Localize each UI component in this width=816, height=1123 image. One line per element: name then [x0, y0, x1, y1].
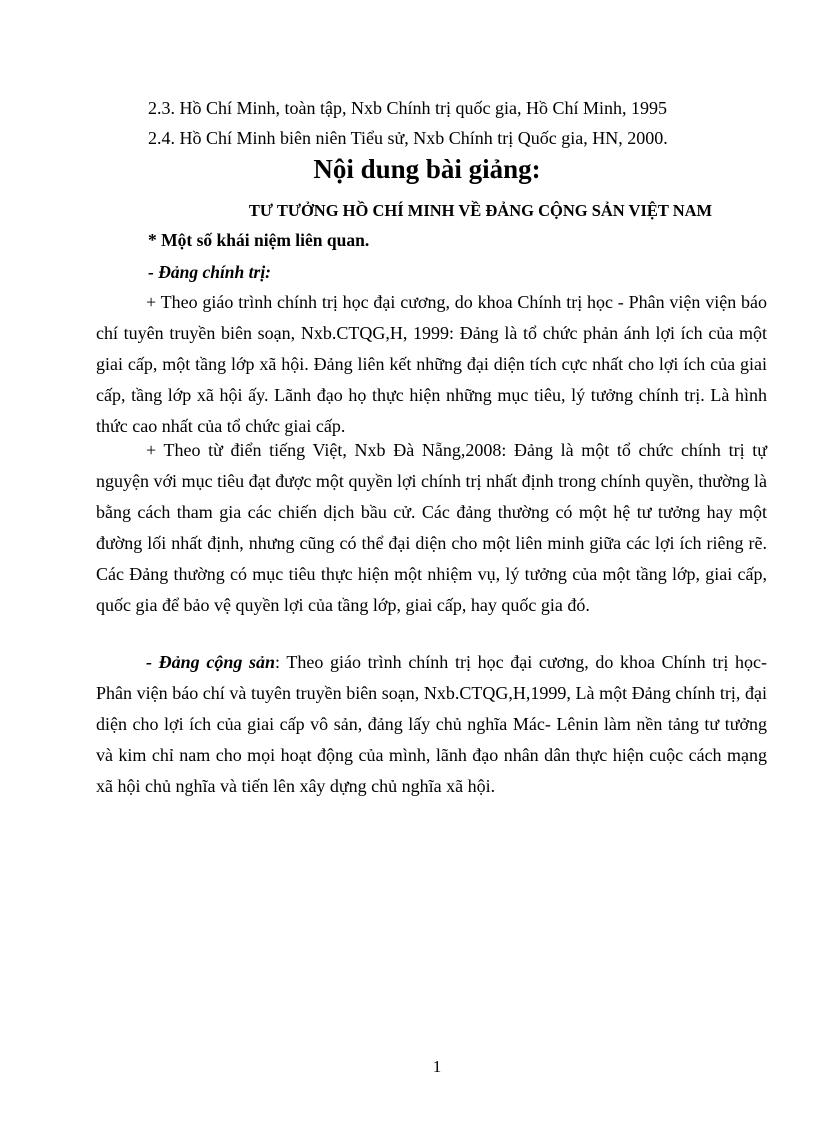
party-heading: - Đảng chính trị:: [148, 262, 272, 282]
paragraph-party-definition-1: + Theo giáo trình chính trị học đại cương, do khoa Chính trị học - Phân viện viện báo chí tuyên truyền biên soạn, Nxb.CTQG,H, 1999: Đảng là tổ chức phản ánh lợi ích của một giai cấp, một tầng lớp xã hội. Đảng liên kết những đại diện tích cực nhất cho lợi ích của giai cấp, tầng lớp xã hội ấy. Lãnh đạo họ thực hiện những mục tiêu, lý tưởng chính trị. Là hình thức cao nhất của tổ chức giai cấp.: [96, 292, 767, 436]
page-title: Nội dung bài giảng:: [313, 154, 541, 184]
page-number: 1: [432, 1057, 442, 1076]
communist-party-text: : Theo giáo trình chính trị học đại cương, do khoa Chính trị học- Phân viện báo chí và tuyên truyền biên soạn, Nxb.CTQG,H,1999, Là một Đảng chính trị, đại diện cho lợi ích của giai cấp vô sản, đảng lấy chủ nghĩa Mác- Lênin làm nền tảng tư tưởng và kim chỉ nam cho mọi hoạt động của mình, lãnh đạo nhân dân thực hiện cuộc cách mạng xã hội chủ nghĩa và tiến lên xây dựng chủ nghĩa xã hội.: [96, 652, 767, 796]
section-subtitle: TƯ TƯỞNG HỒ CHÍ MINH VỀ ĐẢNG CỘNG SẢN VIỆT NAM: [248, 201, 713, 220]
paragraph-communist-party: [96, 647, 767, 802]
paragraph-party-definition-2: + Theo từ điển tiếng Việt, Nxb Đà Nẵng,2008: Đảng là một tổ chức chính trị tự nguyện với mục tiêu đạt được một quyền lợi chính trị nhất định trong chính quyền, thường là bằng cách tham gia các chiến dịch bầu cử. Các đảng thường có một hệ tư tưởng hay một đường lối nhất định, nhưng cũng có thể đại diện cho một liên minh giữa các lợi ích riêng rẽ. Các Đảng thường có mục tiêu thực hiện một nhiệm vụ, lý tưởng của một tầng lớp, giai cấp, quốc gia để bảo vệ quyền lợi của tầng lớp, giai cấp, hay quốc gia đó.: [96, 440, 767, 615]
reference-item: 2.3. Hồ Chí Minh, toàn tập, Nxb Chính trị quốc gia, Hồ Chí Minh, 1995: [148, 98, 667, 118]
concepts-heading: * Một số khái niệm liên quan.: [148, 230, 370, 250]
reference-item: 2.4. Hồ Chí Minh biên niên Tiểu sử, Nxb Chính trị Quốc gia, HN, 2000.: [148, 128, 668, 148]
communist-party-label: - Đảng cộng sản: [146, 652, 276, 672]
